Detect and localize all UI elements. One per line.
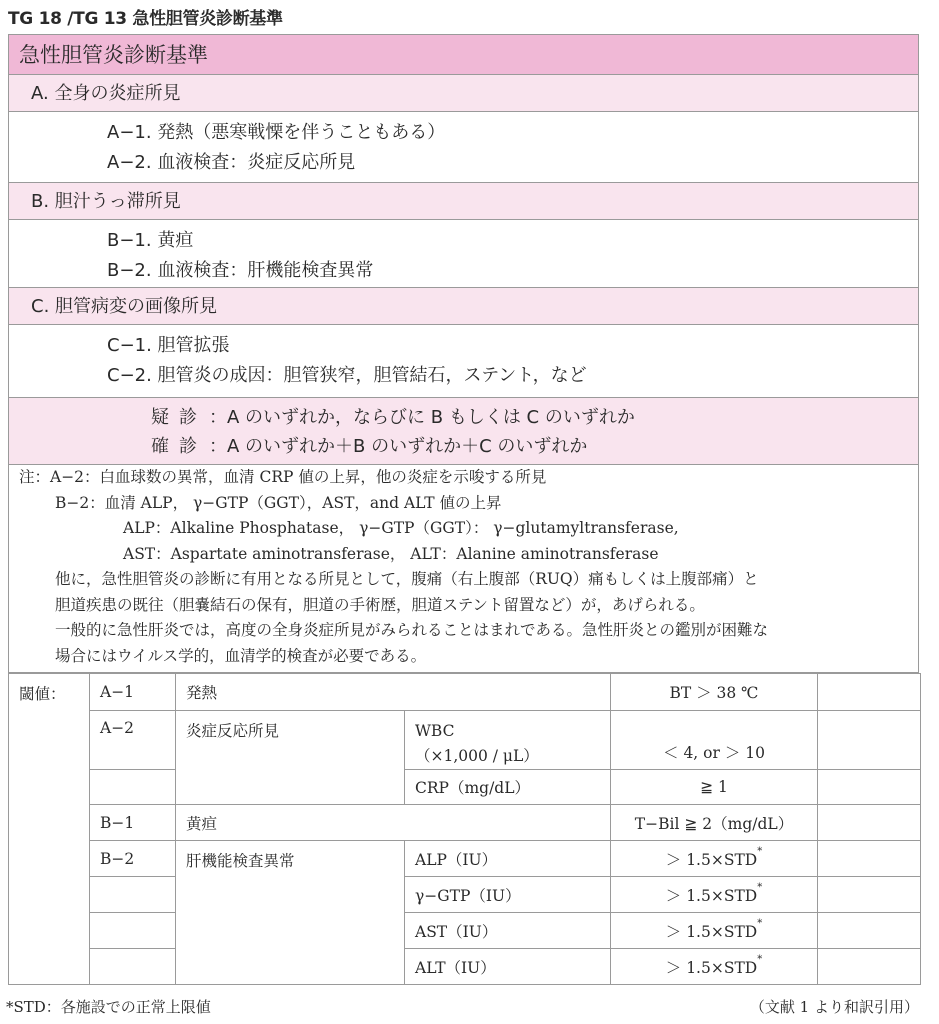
value-text: ＞ 1.5×STD	[665, 850, 758, 869]
threshold-row-a1	[9, 674, 921, 711]
threshold-row-a2	[9, 711, 921, 770]
note-other-1: 他に，急性胆管炎の診断に有用となる所見として，腹痛（右上腹部（RUQ）痛もしくは上腹部痛）と	[55, 570, 759, 588]
document-title: TG 18 /TG 13 急性胆管炎診断基準	[8, 9, 283, 29]
note-a2: 注：A−2：白血球数の異常，血清 CRP 値の上昇，他の炎症を示唆する所見	[19, 468, 547, 486]
item-b1: B−1. 黄疸	[107, 230, 194, 251]
empty-cell	[818, 674, 921, 711]
finding-cell: 肝機能検査異常	[176, 841, 405, 985]
asterisk-mark: *	[757, 953, 763, 965]
note-hepatitis-1: 一般的に急性肝炎では，高度の全身炎症所見がみられることはまれである。急性肝炎との鑑別が困難な	[55, 621, 769, 639]
value-text: ＞ 1.5×STD	[665, 886, 758, 905]
section-b-header: B. 胆汁うっ滞所見	[9, 183, 918, 220]
threshold-row-b1	[9, 805, 921, 841]
suspected-label: 疑診	[151, 407, 207, 428]
empty-cell	[818, 913, 921, 949]
code-cell	[90, 877, 176, 913]
code-cell: B−2	[90, 841, 176, 877]
asterisk-mark: *	[757, 845, 763, 857]
test-cell	[405, 711, 611, 770]
empty-cell	[818, 841, 921, 877]
code-cell: A−1	[90, 674, 176, 711]
suspected-text: ：A のいずれか，ならびに B もしくは C のいずれか	[209, 407, 635, 428]
test-cell: AST（IU）	[405, 913, 611, 949]
threshold-row-crp	[9, 770, 921, 805]
value-text: ＞ 1.5×STD	[665, 922, 758, 941]
section-b-items	[9, 220, 918, 288]
definite-text: ：A のいずれか＋B のいずれか＋C のいずれか	[209, 436, 588, 457]
asterisk-mark: *	[757, 881, 763, 893]
test-cell: ALP（IU）	[405, 841, 611, 877]
definite-diagnosis	[151, 432, 918, 461]
section-c-items	[9, 325, 918, 398]
test-cell: γ−GTP（IU）	[405, 877, 611, 913]
wbc-label: WBC	[415, 722, 455, 740]
empty-cell	[818, 711, 921, 770]
code-cell	[90, 949, 176, 985]
code-cell	[90, 913, 176, 949]
code-cell	[90, 770, 176, 805]
value-cell: ＜ 4, or ＞ 10	[611, 711, 818, 770]
value-cell	[611, 949, 818, 985]
asterisk-mark: *	[757, 917, 763, 929]
criteria-header: 急性胆管炎診断基準	[9, 35, 918, 75]
suspected-diagnosis	[151, 403, 918, 432]
item-c2: C−2. 胆管炎の成因：胆管狭窄，胆管結石，ステント，など	[107, 365, 587, 386]
note-ast-def: AST：Aspartate aminotransferase， ALT：Alanine aminotransferase	[123, 544, 659, 563]
value-cell	[611, 877, 818, 913]
code-cell: B−1	[90, 805, 176, 841]
finding-cell: 炎症反応所見	[176, 711, 405, 805]
threshold-row-b2-ggt	[9, 877, 921, 913]
value-cell: T−Bil ≧ 2（mg/dL）	[611, 805, 818, 841]
finding-cell: 黄疸	[176, 805, 611, 841]
citation: （文献 1 より和訳引用）	[749, 998, 919, 1016]
test-cell: CRP（mg/dL）	[405, 770, 611, 805]
note-hepatitis-2: 場合にはウイルス学的，血清学的検査が必要である。	[55, 646, 427, 665]
section-c-header: C. 胆管病変の画像所見	[9, 288, 918, 325]
threshold-row-b2-ast	[9, 913, 921, 949]
item-b2: B−2. 血液検査：肝機能検査異常	[107, 260, 374, 281]
item-a2: A−2. 血液検査：炎症反応所見	[107, 152, 356, 173]
test-cell: ALT（IU）	[405, 949, 611, 985]
threshold-row-b2-alt	[9, 949, 921, 985]
empty-cell	[818, 805, 921, 841]
value-cell	[611, 913, 818, 949]
section-a-items	[9, 112, 918, 183]
definite-label: 確診	[151, 436, 207, 457]
note-other-2: 胆道疾患の既往（胆嚢結石の保有，胆道の手術歴，胆道ステント留置など）が，あげられる。	[55, 595, 705, 614]
footnote: *STD：各施設での正常上限値	[6, 998, 211, 1016]
notes-block	[8, 459, 919, 673]
threshold-row-b2-alp	[9, 841, 921, 877]
item-a1: A−1. 発熱（悪寒戦慄を伴うこともある）	[107, 122, 446, 143]
code-cell: A−2	[90, 711, 176, 770]
empty-cell	[818, 949, 921, 985]
section-a-header: A. 全身の炎症所見	[9, 75, 918, 112]
value-text: ＞ 1.5×STD	[665, 958, 758, 977]
empty-cell	[818, 770, 921, 805]
item-c1: C−1. 胆管拡張	[107, 335, 230, 356]
note-alp-def: ALP：Alkaline Phosphatase， γ−GTP（GGT）： γ−glutamyltransferase,	[123, 519, 679, 537]
finding-cell: 発熱	[176, 674, 611, 711]
threshold-label: 閾値：	[9, 674, 90, 985]
threshold-table	[8, 673, 921, 985]
value-cell	[611, 841, 818, 877]
value-cell: ≧ 1	[611, 770, 818, 805]
wbc-unit: （×1,000 / μL）	[415, 747, 539, 765]
criteria-table	[8, 34, 919, 465]
note-b2: B−2：血清 ALP， γ−GTP（GGT），AST，and ALT 値の上昇	[55, 493, 502, 512]
value-cell: BT ＞ 38 ℃	[611, 674, 818, 711]
diagnosis-block	[9, 398, 918, 465]
empty-cell	[818, 877, 921, 913]
